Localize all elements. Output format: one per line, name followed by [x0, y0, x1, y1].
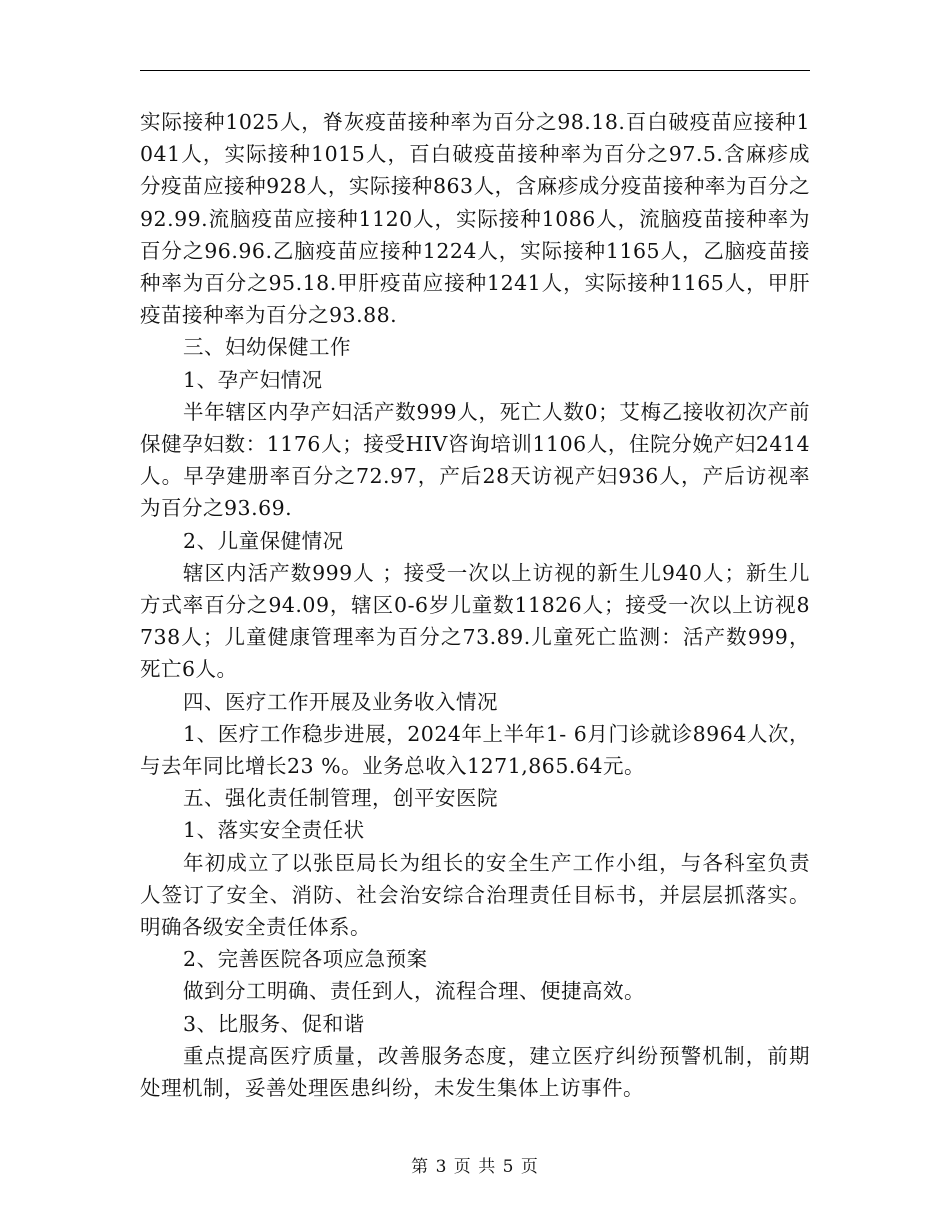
header-rule — [140, 70, 810, 71]
page-number-footer: 第 3 页 共 5 页 — [411, 1157, 539, 1177]
paragraph-medical-work: 1、医疗工作稳步进展，2024年上半年1- 6月门诊就诊8964人次，与去年同比增长23 %。业务总收入1271,865.64元。 — [140, 721, 810, 779]
subheading-child-health: 2、儿童保健情况 — [183, 528, 344, 553]
subheading-pregnant-women: 1、孕产妇情况 — [183, 367, 323, 392]
heading-responsibility-management: 五、强化责任制管理，创平安医院 — [183, 786, 499, 811]
document-body — [140, 106, 810, 1104]
paragraph-service-harmony: 重点提高医疗质量，改善服务态度，建立医疗纠纷预警机制，前期处理机制，妥善处理医患纠纷，未发生集体上访事件。 — [140, 1043, 810, 1101]
subheading-service-harmony: 3、比服务、促和谐 — [183, 1011, 365, 1036]
heading-maternal-child-health: 三、妇幼保健工作 — [183, 335, 352, 360]
subheading-safety-responsibility: 1、落实安全责任状 — [183, 818, 365, 843]
paragraph-child-health: 辖区内活产数999人 ；接受一次以上访视的新生儿940人；新生儿方式率百分之94.09，辖区0-6岁儿童数11826人；接受一次以上访视8738人；儿童健康管理率为百分之73.89.儿童死亡监测：活产数999，死亡6人。 — [140, 560, 810, 682]
subheading-emergency-plans: 2、完善医院各项应急预案 — [183, 947, 428, 972]
paragraph-pregnant-women: 半年辖区内孕产妇活产数999人，死亡人数0；艾梅乙接收初次产前保健孕妇数：1176人；接受HIV咨询培训1106人，住院分娩产妇2414人。早孕建册率百分之72.97，产后28天访视产妇936人，产后访视率为百分之93.69. — [140, 399, 810, 521]
paragraph-vaccination-rates: 实际接种1025人，脊灰疫苗接种率为百分之98.18.百白破疫苗应接种1041人，实际接种1015人，百白破疫苗接种率为百分之97.5.含麻疹成分疫苗应接种928人，实际接种863人，含麻疹成分疫苗接种率为百分之92.99.流脑疫苗应接种1120人，实际接种1086人，流脑疫苗接种率为百分之96.96.乙脑疫苗应接种1224人，实际接种1165人，乙脑疫苗接种率为百分之95.18.甲肝疫苗应接种1241人，实际接种1165人，甲肝疫苗接种率为百分之93.88. — [140, 110, 810, 328]
paragraph-safety-responsibility: 年初成立了以张臣局长为组长的安全生产工作小组，与各科室负责人签订了安全、消防、社会治安综合治理责任目标书，并层层抓落实。明确各级安全责任体系。 — [140, 850, 810, 940]
heading-medical-work-income: 四、医疗工作开展及业务收入情况 — [183, 689, 499, 714]
paragraph-emergency-plans: 做到分工明确、责任到人，流程合理、便捷高效。 — [183, 979, 646, 1004]
